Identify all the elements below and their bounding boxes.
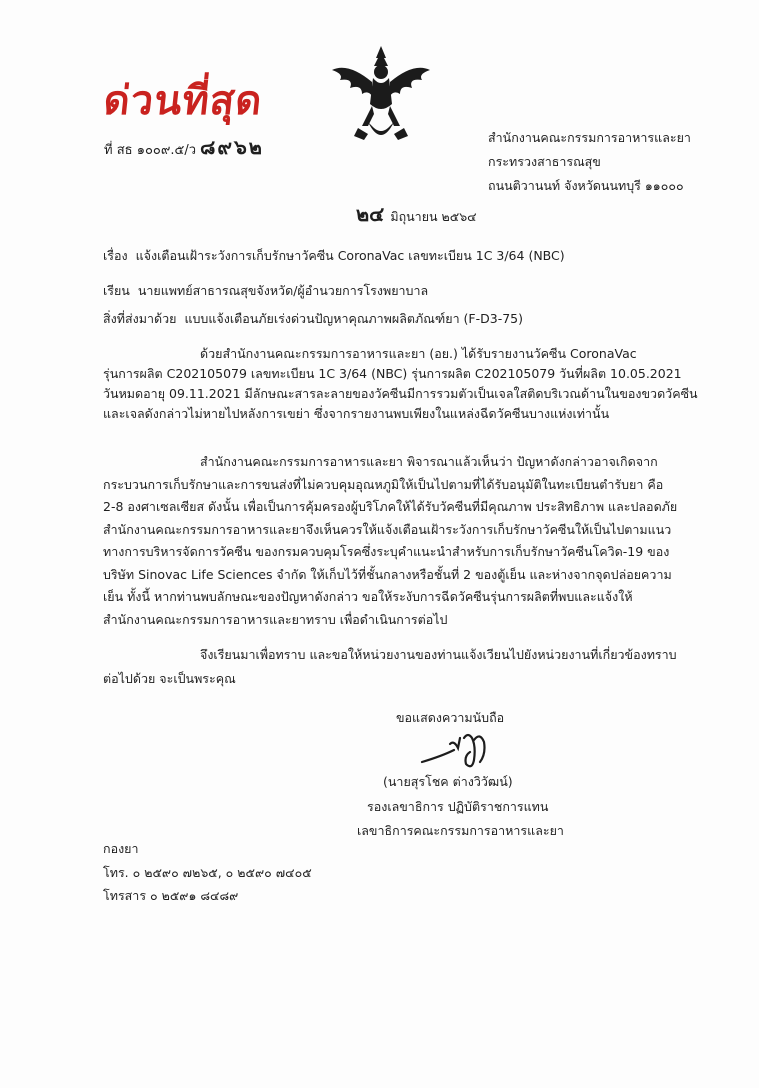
paragraph-line: ต่อไปด้วย จะเป็นพระคุณ (103, 671, 236, 686)
paragraph-line: เย็น ทั้งนี้ หากท่านพบลักษณะของปัญหาดังกล่าว ขอให้ระงับการฉีดวัคซีนรุ่นการผลิตที่พบและแจ้งให้ (103, 589, 633, 604)
paragraph-line: และเจลดังกล่าวไม่หายไปหลังการเขย่า ซึ่งจากรายงานพบเพียงในแหล่งฉีดวัคซีนบางแห่งเท่านั้น (103, 406, 610, 421)
office-name: สำนักงานคณะกรรมการอาหารและยา (488, 130, 691, 145)
paragraph-line: สำนักงานคณะกรรมการอาหารและยาทราบ เพื่อดำเนินการต่อไป (103, 611, 448, 627)
enclosure-text: แบบแจ้งเตือนภัยเร่งด่วนปัญหาคุณภาพผลิตภัณฑ์ยา (F-D3-75) (184, 311, 524, 326)
subject-line (103, 246, 565, 266)
recipient-label: เรียน (103, 283, 130, 298)
fax-number: โทรสาร ๐ ๒๕๙๑ ๘๔๘๙ (103, 888, 239, 903)
paragraph-1 (103, 344, 698, 424)
paragraph-line: วันหมดอายุ 09.11.2021 มีลักษณะสารละลายของวัคซีนมีการรวมตัวเป็นเจลใสติดบริเวณด้านในของขวดวัคซีน (103, 386, 698, 401)
reference-handwritten-number: ๘๙๖๒ (200, 135, 264, 159)
paragraph-line: 2-8 องศาเซลเซียส ดังนั้น เพื่อเป็นการคุ้มครองผู้บริโภคให้ได้รับวัคซีนที่มีคุณภาพ ประสิทธิภาพ และปลอดภัย (103, 499, 678, 514)
enclosure-line (103, 309, 523, 329)
paragraph-line: รุ่นการผลิต C202105079 เลขทะเบียน 1C 3/64 (NBC) รุ่นการผลิต C202105079 วันที่ผลิต 10.05.2021 (103, 366, 682, 381)
garuda-emblem-icon (328, 44, 434, 148)
enclosure-label: สิ่งที่ส่งมาด้วย (103, 311, 177, 326)
paragraph-line: สำนักงานคณะกรรมการอาหารและยา พิจารณาแล้วเห็นว่า ปัญหาดังกล่าวอาจเกิดจาก (200, 454, 658, 469)
urgency-stamp: ด่วนที่สุด (101, 77, 265, 124)
ministry-name: กระทรวงสาธารณสุข (488, 154, 601, 169)
office-address: ถนนติวานนท์ จังหวัดนนทบุรี ๑๑๐๐๐ (488, 178, 684, 193)
letter-date (356, 198, 477, 230)
closing-salutation: ขอแสดงความนับถือ (396, 710, 505, 725)
paragraph-2 (103, 451, 677, 631)
paragraph-line: บริษัท Sinovac Life Sciences จำกัด ให้เก็บไว้ที่ชั้นกลางหรือชั้นที่ 2 ของตู้เย็น และห่างจากจุดปล่อยความ (103, 566, 672, 582)
recipient-line (103, 281, 428, 301)
paragraph-line: จึงเรียนมาเพื่อทราบ และขอให้หน่วยงานของท่านแจ้งเวียนไปยังหน่วยงานที่เกี่ยวข้องทราบ (200, 647, 677, 662)
reference-prefix: ที่ สธ ๑๐๐๙.๕/ว (104, 143, 196, 158)
paragraph-line: สำนักงานคณะกรรมการอาหารและยาจึงเห็นควรให้แจ้งเตือนเฝ้าระวังการเก็บรักษาวัคซีนให้เป็นไปตามแนว (103, 521, 672, 537)
telephone: โทร. ๐ ๒๕๙๐ ๗๒๖๕, ๐ ๒๕๙๐ ๗๔๐๕ (103, 865, 312, 880)
date-day-handwritten: ๒๔ (356, 202, 385, 226)
subject-text: แจ้งเตือนเฝ้าระวังการเก็บรักษาวัคซีน CoronaVac เลขทะเบียน 1C 3/64 (NBC) (135, 248, 565, 263)
reference-number (104, 131, 264, 163)
date-month-year: มิถุนายน ๒๕๖๔ (390, 209, 477, 224)
signatory-position: เลขาธิการคณะกรรมการอาหารและยา (357, 823, 564, 838)
division-name: กองยา (103, 841, 139, 856)
handwritten-signature-icon (420, 726, 500, 778)
subject-label: เรื่อง (103, 248, 128, 263)
paragraph-line: กระบวนการเก็บรักษาและการขนส่งที่ไม่ควบคุมอุณหภูมิให้เป็นไปตามที่ได้รับอนุมัติในทะเบียนตำรับยา คือ (103, 476, 664, 492)
signatory-title: รองเลขาธิการ ปฏิบัติราชการแทน (367, 799, 549, 814)
paragraph-line: ด้วยสำนักงานคณะกรรมการอาหารและยา (อย.) ได้รับรายงานวัคซีน CoronaVac (200, 346, 637, 361)
paragraph-line: ทางการบริหารจัดการวัคซีน ของกรมควบคุมโรคซึ่งระบุคำแนะนำสำหรับการเก็บรักษาวัคซีนโควิด-19 ของ (103, 544, 670, 559)
recipient-text: นายแพทย์สาธารณสุขจังหวัด/ผู้อำนวยการโรงพยาบาล (137, 283, 429, 298)
signatory-name: (นายสุรโชค ต่างวิวัฒน์) (383, 774, 513, 789)
paragraph-3 (103, 643, 677, 691)
